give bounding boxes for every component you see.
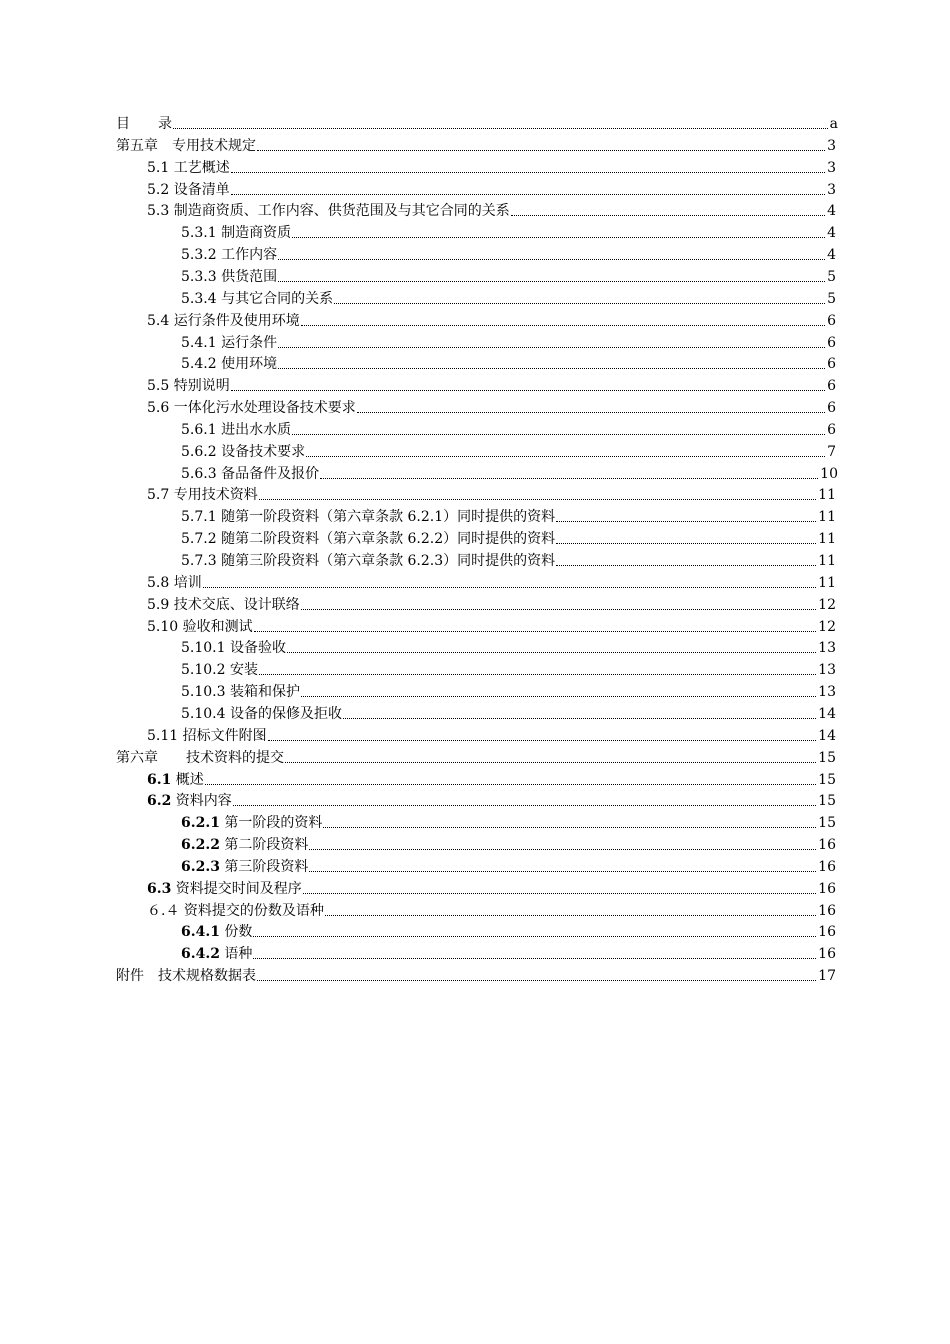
toc-page-number: 5 [827, 268, 836, 285]
toc-entry-title: 份数 [219, 924, 253, 941]
toc-entry-number: 6.2 [147, 793, 172, 810]
toc-page-number: 15 [818, 749, 836, 766]
toc-entry-label [147, 595, 300, 615]
toc-entry-title: 5.3.2 工作内容 [181, 247, 278, 264]
toc-entry-number: 6.3 [147, 880, 172, 897]
toc-entry-label [147, 573, 202, 593]
toc-page-number: 16 [818, 880, 836, 897]
toc-page-number: 15 [818, 771, 836, 788]
toc-entry[interactable] [181, 944, 836, 964]
toc-entry[interactable] [181, 289, 836, 309]
toc-dot-leader [323, 826, 816, 828]
toc-page-number: 4 [827, 247, 836, 264]
toc-entry-title: 语种 [219, 946, 253, 963]
toc-entry[interactable] [147, 617, 836, 637]
toc-page-number: 6 [827, 421, 836, 438]
toc-entry-title: 5.3 制造商资质、工作内容、供货范围及与其它合同的关系 [147, 203, 510, 220]
toc-entry[interactable] [181, 704, 836, 724]
toc-entry-title: 5.6.3 备品备件及报价 [181, 465, 320, 482]
toc-dot-leader [320, 477, 818, 479]
toc-entry[interactable] [116, 966, 836, 986]
toc-entry-label [181, 245, 277, 265]
toc-dot-leader [309, 848, 816, 850]
toc-dot-leader [173, 127, 828, 129]
toc-dot-leader [233, 804, 816, 806]
toc-dot-leader [231, 171, 825, 173]
toc-entry-label [181, 922, 252, 942]
toc-page-number: 5 [827, 290, 836, 307]
toc-entry-label [181, 507, 555, 527]
toc-entry[interactable] [181, 922, 836, 942]
toc-page-number: 16 [818, 902, 836, 919]
toc-entry-title: 5.7.1 随第一阶段资料（第六章条款 6.2.1）同时提供的资料 [181, 509, 556, 526]
toc-entry-label [181, 660, 258, 680]
toc-entry-label [147, 201, 510, 221]
toc-page-number: 11 [818, 553, 836, 569]
toc-entry-title: 5.10.3 装箱和保护 [181, 684, 300, 701]
toc-page-number: 3 [827, 181, 836, 198]
toc-entry-label [147, 726, 267, 746]
toc-page-number: 6 [827, 400, 836, 417]
toc-dot-leader [325, 914, 816, 916]
toc-entry[interactable] [147, 398, 836, 418]
toc-entry-number: 6.2.1 [181, 815, 220, 832]
toc-entry[interactable] [181, 223, 836, 243]
toc-entry-number: 6.4.2 [181, 946, 220, 963]
toc-entry-title: 第二阶段资料 [219, 837, 309, 854]
toc-entry-title: 5.10.4 设备的保修及拒收 [181, 705, 342, 722]
toc-entry-label [147, 901, 324, 921]
toc-entry-title: 概述 [171, 771, 204, 788]
toc-page-number: 6 [827, 378, 836, 395]
toc-entry-title: 第五章 专用技术规定 [116, 137, 256, 154]
toc-entry-label [116, 136, 256, 156]
toc-entry-title: 5.7 专用技术资料 [147, 487, 258, 504]
toc-dot-leader [259, 498, 816, 500]
toc-dot-leader [556, 564, 816, 566]
toc-entry-label [147, 398, 356, 418]
toc-entry-label [181, 682, 300, 702]
toc-page-number: 14 [818, 705, 836, 722]
toc-entry-title: 5.4.2 使用环境 [181, 356, 278, 373]
toc-entry-title: 5.4 运行条件及使用环境 [147, 312, 300, 329]
toc-dot-leader [306, 455, 825, 457]
toc-entry-title: 第六章 技术资料的提交 [116, 749, 284, 766]
toc-entry[interactable] [147, 595, 836, 615]
toc-entry-title: 第一阶段的资料 [219, 815, 323, 832]
toc-dot-leader [287, 651, 816, 653]
toc-dot-leader [278, 258, 825, 260]
toc-entry-label [147, 791, 232, 811]
toc-page-number: 11 [818, 531, 836, 548]
toc-dot-leader [254, 630, 817, 632]
toc-entry[interactable] [147, 485, 836, 505]
toc-entry-title: 5.10 验收和测试 [147, 618, 253, 635]
toc-entry-label [181, 267, 277, 287]
toc-entry[interactable] [147, 770, 836, 790]
toc-dot-leader [301, 608, 816, 610]
toc-page-number: 12 [818, 596, 836, 613]
toc-dot-leader [343, 717, 816, 719]
toc-entry-title: 5.6 一体化污水处理设备技术要求 [147, 400, 356, 417]
toc-entry-label [181, 223, 291, 243]
toc-page-number: 12 [818, 618, 836, 635]
toc-dot-leader [303, 892, 816, 894]
toc-entry-title: 5.10.1 设备验收 [181, 640, 286, 657]
toc-entry-label [181, 354, 277, 374]
toc-page-number: 10 [820, 465, 838, 482]
toc-entry[interactable] [116, 748, 836, 768]
toc-entry[interactable] [181, 420, 836, 440]
toc-entry-number: 6.4.1 [181, 924, 220, 941]
toc-entry[interactable] [181, 507, 836, 527]
toc-dot-leader [259, 673, 816, 675]
toc-entry-label [181, 638, 286, 658]
toc-entry[interactable] [181, 835, 836, 855]
toc-entry-label [181, 529, 555, 549]
toc-page-number: 16 [818, 946, 836, 963]
toc-entry-label [116, 966, 256, 986]
toc-entry-title: 5.5 特别说明 [147, 378, 230, 395]
toc-dot-leader [253, 935, 816, 937]
toc-dot-leader [203, 586, 816, 588]
toc-dot-leader [268, 739, 817, 741]
toc-entry[interactable] [181, 333, 836, 353]
toc-entry-label [181, 835, 308, 855]
toc-dot-leader [556, 542, 816, 544]
toc-entry-title: 5.1 工艺概述 [147, 159, 230, 176]
toc-entry-label [147, 180, 230, 200]
toc-page-number: 13 [818, 684, 836, 701]
toc-page-number: 15 [818, 793, 836, 810]
toc-entry-title: 5.7.3 随第三阶段资料（第六章条款 6.2.3）同时提供的资料 [181, 553, 556, 569]
toc-dot-leader [292, 236, 825, 238]
toc-entry-title: 附件 技术规格数据表 [116, 968, 256, 985]
toc-entry[interactable] [147, 201, 836, 221]
toc-entry[interactable] [181, 638, 836, 658]
toc-page-number: 7 [827, 443, 836, 460]
toc-entry[interactable] [181, 245, 836, 265]
toc-entry[interactable] [147, 879, 836, 899]
toc-page-number: 11 [818, 487, 836, 504]
toc-entry[interactable] [116, 114, 838, 134]
toc-entry[interactable] [181, 354, 836, 374]
toc-entry[interactable] [181, 660, 836, 680]
toc-dot-leader [292, 433, 825, 435]
toc-dot-leader [511, 214, 825, 216]
toc-entry-label [147, 158, 230, 178]
toc-entry-label [181, 289, 333, 309]
toc-entry-title: 5.11 招标文件附图 [147, 727, 267, 744]
toc-page-number: 15 [818, 815, 836, 832]
toc-entry-label [147, 311, 300, 331]
toc-page-number: 6 [827, 312, 836, 329]
toc-entry-label [181, 442, 305, 462]
toc-dot-leader [257, 149, 825, 151]
toc-entry[interactable] [181, 857, 836, 877]
toc-entry[interactable] [147, 726, 836, 746]
toc-dot-leader [334, 302, 825, 304]
toc-page-number: 4 [827, 225, 836, 242]
toc-page-number: 11 [818, 509, 836, 526]
toc-dot-leader [278, 346, 825, 348]
toc-entry-title: 5.9 技术交底、设计联络 [147, 596, 300, 613]
toc-page-number: 11 [818, 574, 836, 591]
toc-entry-title: 5.7.2 随第二阶段资料（第六章条款 6.2.2）同时提供的资料 [181, 531, 556, 548]
toc-entry-label [181, 857, 308, 877]
toc-page-number: a [829, 116, 838, 132]
toc-entry-title: 5.3.3 供货范围 [181, 268, 278, 285]
toc-entry-number: 6.1 [147, 771, 172, 788]
toc-entry-title: 5.3.1 制造商资质 [181, 225, 292, 242]
toc-entry[interactable] [181, 813, 836, 833]
toc-dot-leader [309, 870, 816, 872]
toc-entry-label [147, 485, 258, 505]
toc-entry[interactable] [181, 551, 836, 571]
toc-page-number: 13 [818, 662, 836, 679]
toc-dot-leader [278, 367, 825, 369]
toc-entry-title: 5.8 培训 [147, 574, 202, 591]
toc-entry[interactable] [181, 529, 836, 549]
toc-dot-leader [257, 979, 816, 981]
toc-entry[interactable] [147, 791, 836, 811]
toc-page-number: 16 [818, 858, 836, 875]
toc-entry-label [181, 420, 291, 440]
toc-dot-leader [205, 783, 816, 785]
toc-entry-label [181, 944, 252, 964]
toc-entry[interactable] [181, 267, 836, 287]
toc-entry-title: 第三阶段资料 [219, 858, 309, 875]
toc-entry-number: 6.2.2 [181, 837, 220, 854]
toc-entry[interactable] [147, 573, 836, 593]
toc-entry-title: 目 录 [116, 116, 172, 132]
toc-entry[interactable] [181, 464, 838, 484]
toc-entry-label [147, 376, 230, 396]
toc-entry-title: ６.４ 资料提交的份数及语种 [147, 902, 324, 919]
toc-entry-title: 5.4.1 运行条件 [181, 334, 278, 351]
toc-dot-leader [301, 324, 825, 326]
toc-entry[interactable] [147, 311, 836, 331]
toc-page-number: 3 [827, 137, 836, 154]
toc-entry[interactable] [147, 180, 836, 200]
toc-entry-title: 5.3.4 与其它合同的关系 [181, 290, 334, 307]
toc-dot-leader [231, 193, 825, 195]
toc-entry-title: 资料内容 [171, 793, 232, 810]
toc-entry-label [181, 551, 555, 571]
toc-dot-leader [285, 761, 816, 763]
toc-entry-label [116, 748, 284, 768]
toc-page-number: 3 [827, 159, 836, 176]
toc-entry-label [181, 464, 319, 484]
toc-page-number: 13 [818, 640, 836, 657]
toc-entry-number: 6.2.3 [181, 858, 220, 875]
toc-entry[interactable] [147, 901, 836, 921]
toc-entry-label [181, 704, 342, 724]
toc-entry-label [147, 879, 302, 899]
toc-dot-leader [556, 520, 816, 522]
toc-entry-label [116, 114, 172, 134]
toc-entry-title: 资料提交时间及程序 [171, 880, 302, 897]
toc-dot-leader [301, 695, 816, 697]
toc-entry[interactable] [181, 682, 836, 702]
toc-entry[interactable] [147, 376, 836, 396]
toc-entry-label [181, 813, 322, 833]
toc-entry-title: 5.6.2 设备技术要求 [181, 443, 306, 460]
toc-dot-leader [231, 389, 825, 391]
toc-entry[interactable] [147, 158, 836, 178]
toc-entry[interactable] [181, 442, 836, 462]
toc-entry-label [147, 770, 204, 790]
toc-page-number: 16 [818, 837, 836, 854]
toc-page-number: 6 [827, 334, 836, 351]
toc-entry-title: 5.10.2 安装 [181, 662, 258, 679]
toc-page-number: 17 [818, 968, 836, 985]
toc-entry-label [147, 617, 253, 637]
toc-dot-leader [357, 411, 825, 413]
toc-dot-leader [253, 957, 816, 959]
toc-entry-title: 5.6.1 进出水水质 [181, 421, 292, 438]
toc-page-number: 6 [827, 356, 836, 373]
toc-entry-label [181, 333, 277, 353]
toc-entry-title: 5.2 设备清单 [147, 181, 230, 198]
toc-entry[interactable] [116, 136, 836, 156]
toc-page-number: 14 [818, 727, 836, 744]
toc-page-number: 16 [818, 924, 836, 941]
toc-page-number: 4 [827, 203, 836, 220]
toc-dot-leader [278, 280, 825, 282]
